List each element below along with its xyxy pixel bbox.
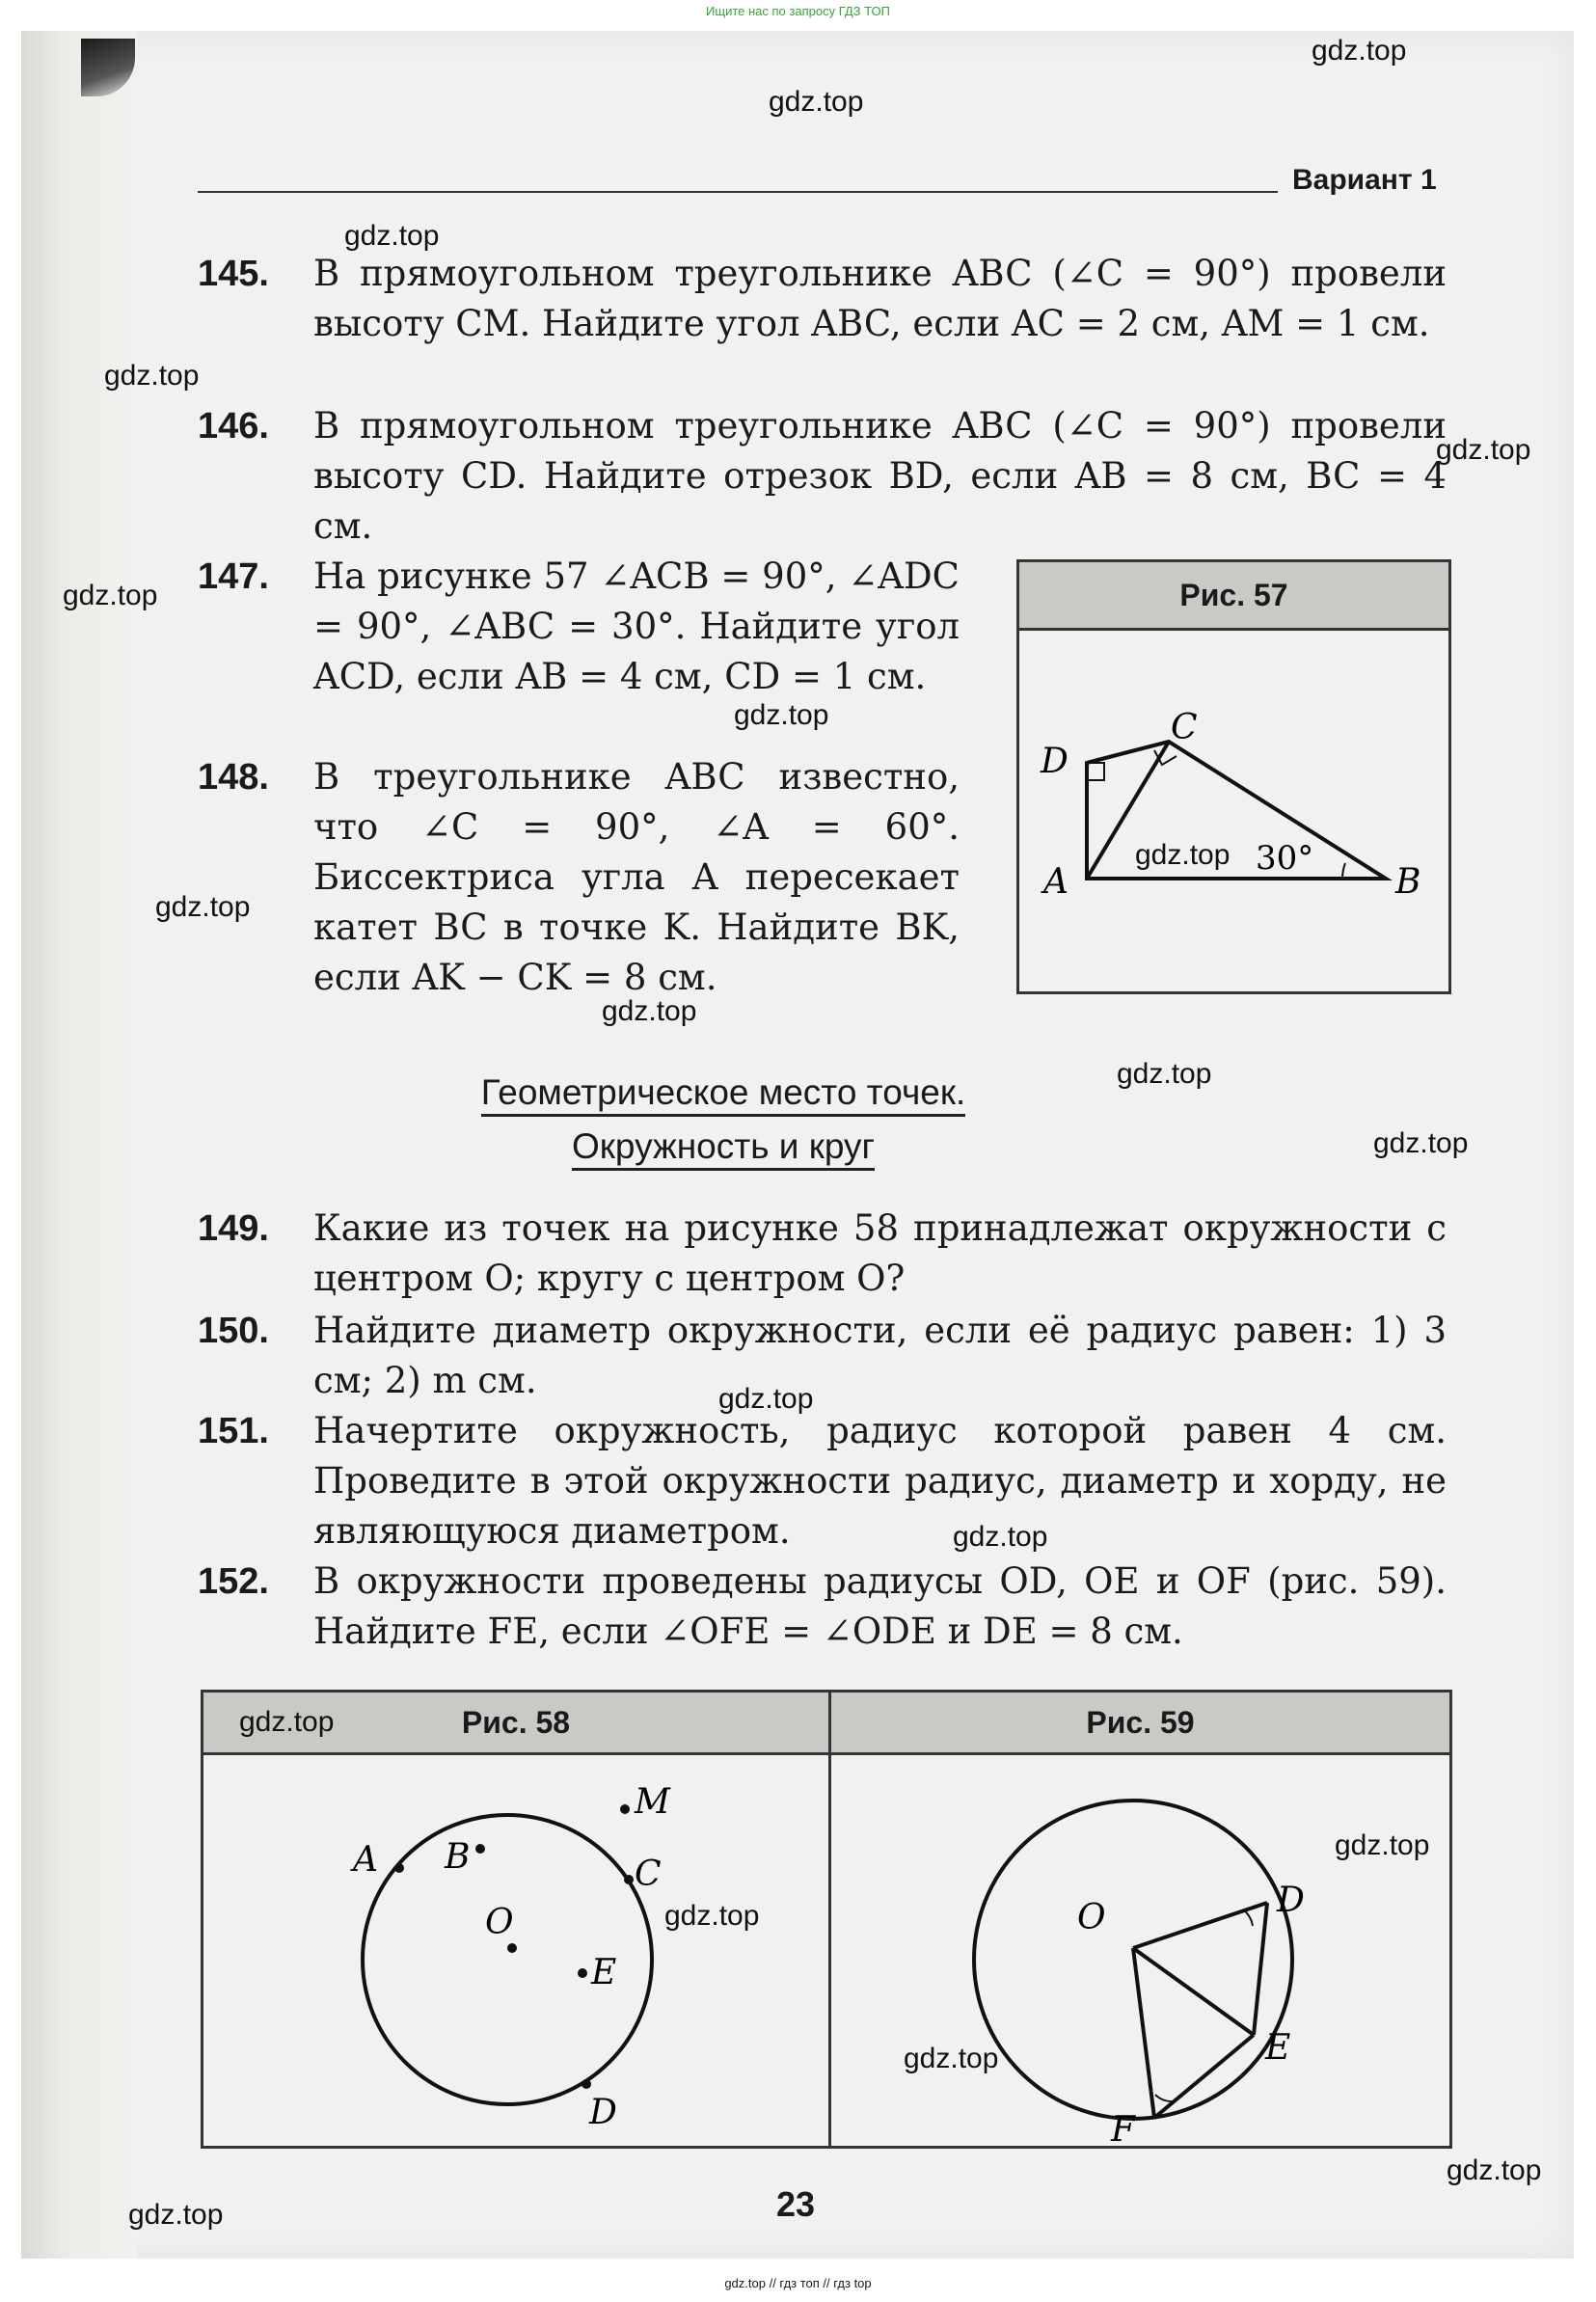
radius-oe [1133,1948,1254,2035]
label-e: E [1265,2028,1291,2068]
watermark: gdz.top [344,220,440,252]
watermark: gdz.top [1117,1058,1212,1090]
watermark: gdz.top [718,1383,814,1415]
label-f: F [1111,2110,1135,2146]
watermark: gdz.top [904,2043,999,2074]
watermark: gdz.top [1373,1127,1469,1159]
figure-59-title: Рис. 59 [831,1693,1449,1755]
figures-58-59-table [201,1690,1452,2149]
angle-arc-d [1243,1909,1253,1926]
label-b: B [1395,862,1421,902]
label-a: A [1043,862,1069,902]
label-m: M [635,1782,670,1822]
problem-text: На рисунке 57 ∠ACB = 90°, ∠ADC = 90°, ∠ABC = 30°. Найдите угол ACD, если AB = 4 см, CD = 1 см. [313,555,960,697]
label-d: D [1041,742,1069,781]
quadrilateral-adbc [1087,742,1386,879]
chord-de [1254,1903,1267,2035]
label-o: O [485,1903,514,1942]
label-o: O [1077,1898,1106,1937]
angle-arc-b [1342,863,1345,879]
figure-58-drawing [203,1755,828,2146]
figure-57-title: Рис. 57 [1019,562,1448,631]
problem-number: 152. [198,1561,269,1602]
page-number: 23 [776,2184,816,2224]
label-a: A [353,1840,378,1880]
angle-arc-f [1155,2095,1175,2101]
problem-text: Найдите диаметр окружности, если её радиус равен: 1) 3 см; 2) m см. [313,1310,1447,1401]
label-c: C [1171,708,1198,747]
watermark: gdz.top [63,580,158,611]
section-title-line1: Геометрическое место точек. [193,1072,1254,1113]
watermark: gdz.top [953,1521,1048,1553]
label-b: B [445,1837,471,1877]
point-e [578,1968,587,1978]
watermark: gdz.top [155,891,251,923]
label-angle-30: 30° [1256,839,1314,878]
watermark: gdz.top [1312,35,1407,67]
problem-number: 146. [198,406,269,447]
point-a [394,1863,404,1873]
figure-59 [831,1693,1449,2146]
header-rule [198,191,1278,193]
top-banner: Ищите нас по запросу ГДЗ ТОП [706,4,890,18]
figure-58-title: Рис. 58 [203,1693,828,1755]
problem-number: 150. [198,1311,269,1351]
problem-number: 151. [198,1411,269,1451]
watermark: gdz.top [769,86,864,118]
radius-of [1133,1948,1154,2118]
point-d [582,2079,591,2089]
watermark: gdz.top [664,1900,760,1932]
variant-label: Вариант 1 [1292,164,1437,196]
watermark: gdz.top [1436,434,1531,466]
right-angle-d [1087,763,1104,780]
watermark: gdz.top [734,699,829,731]
watermark: gdz.top [1447,2154,1542,2186]
problem-number: 145. [198,254,269,294]
problem-text: Какие из точек на рисунке 58 принадлежат окружности с центром O; кругу с центром O? [313,1207,1447,1299]
problem-number: 149. [198,1208,269,1249]
figure-57 [1016,559,1451,994]
watermark: gdz.top [239,1706,335,1738]
point-b [475,1844,485,1854]
point-o [507,1943,517,1953]
radius-od [1133,1903,1267,1948]
point-c [624,1875,634,1884]
section-title-line2: Окружность и круг [193,1126,1254,1167]
problem-number: 147. [198,556,269,597]
problem-text: В прямоугольном треугольнике ABC (∠C = 90°) провели высоту CM. Найдите угол ABC, если AC = 2 см, AM = 1 см. [313,253,1447,344]
label-d: D [1277,1881,1305,1920]
label-d: D [589,2093,617,2132]
label-c: C [635,1855,662,1894]
watermark: gdz.top [602,995,697,1027]
bottom-banner: gdz.top // гдз топ // гдз top [724,2276,872,2290]
label-e: E [591,1953,617,1992]
watermark: gdz.top [1135,839,1231,871]
figure-59-drawing [831,1755,1449,2146]
problem-text: Начертите окружность, радиус которой равен 4 см. Проведите в этой окружности радиус, диаметр и хорду, не являющуюся диаметром. [313,1410,1447,1552]
problem-number: 148. [198,757,269,798]
problem-text: В прямоугольном треугольнике ABC (∠C = 90°) провели высоту CD. Найдите отрезок BD, если AB = 8 см, BC = 4 см. [313,405,1447,547]
watermark: gdz.top [1335,1829,1430,1861]
watermark: gdz.top [104,360,200,392]
point-m [620,1804,630,1814]
figure-57-drawing [1019,628,1448,991]
watermark: gdz.top [128,2199,224,2231]
problem-text: В треугольнике ABC известно, что ∠C = 90°, ∠A = 60°. Биссектриса угла A пересекает катет BC в точке K. Найдите BK, если AK − CK = 8 см. [313,756,960,998]
problem-text: В окружности проведены радиусы OD, OE и OF (рис. 59). Найдите FE, если ∠OFE = ∠ODE и DE = 8 см. [313,1560,1447,1652]
